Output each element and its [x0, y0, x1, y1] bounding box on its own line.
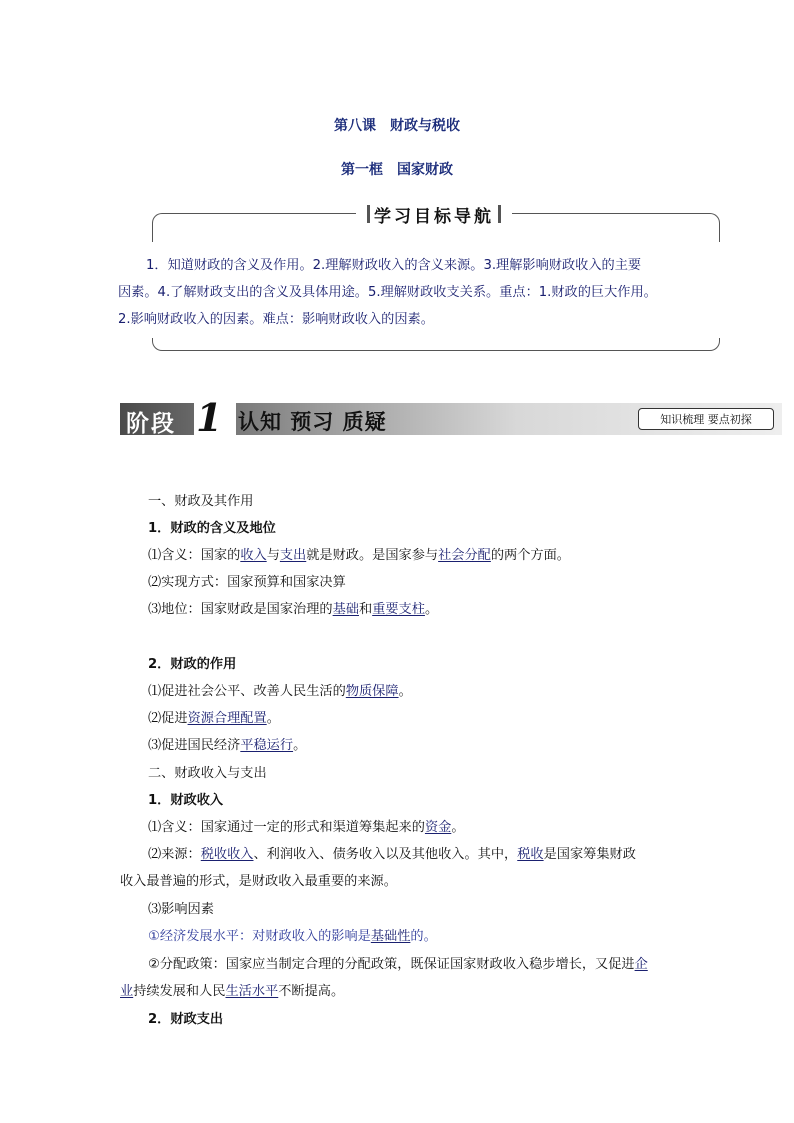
blank-foundation: 基础	[332, 602, 359, 617]
header-bar-left	[367, 205, 370, 223]
blank-funds: 资金	[424, 820, 452, 835]
blank-social-distribution: 社会分配	[438, 548, 491, 563]
line-income-meaning: ⑴含义：国家通过一定的形式和渠道筹集起来的资金。	[148, 820, 465, 835]
blank-tax: 税收	[517, 847, 544, 862]
subheading-finance-meaning: 1．财政的含义及地位	[148, 521, 276, 536]
line-role-2: ⑵促进资源合理配置。	[148, 711, 280, 726]
heading-income-expenditure: 二、财政收入与支出	[148, 766, 267, 781]
section-title: 第一框 国家财政	[341, 162, 453, 178]
objectives-line-3: 2.影响财政收入的因素。难点：影响财政收入的因素。	[118, 312, 434, 327]
heading-finance-and-role: 一、财政及其作用	[148, 494, 254, 509]
line-factor-policy: ②分配政策：国家应当制定合理的分配政策，既保证国家财政收入稳步增长，又促进企	[148, 957, 648, 972]
objectives-line-2: 因素。4.了解财政支出的含义及具体用途。5.理解财政收支关系。重点：1.财政的巨大作用。	[118, 285, 657, 300]
line-meaning: ⑴含义：国家的收入与支出就是财政。是国家参与社会分配的两个方面。	[148, 548, 570, 563]
subheading-fiscal-income: 1．财政收入	[148, 793, 224, 808]
stage-banner	[120, 395, 782, 440]
line-factor-economy: ①经济发展水平：对财政收入的影响是基础性的。	[148, 929, 437, 944]
line-implementation: ⑵实现方式：国家预算和国家决算	[148, 575, 346, 590]
blank-expenditure: 支出	[279, 548, 307, 563]
objectives-header	[356, 200, 512, 228]
blank-important-pillar: 重要支柱	[372, 602, 425, 617]
line-influencing-factors: ⑶影响因素	[148, 902, 214, 917]
objectives-box-bottom	[152, 338, 720, 351]
stage-title: 认知 预习 质疑	[238, 409, 387, 434]
line-status: ⑶地位：国家财政是国家治理的基础和重要支柱。	[148, 602, 439, 617]
stage-tag: 知识梳理 要点初探	[638, 408, 774, 430]
blank-fundamental: 基础性	[370, 929, 411, 944]
line-income-source-cont: 收入最普遍的形式，是财政收入最重要的来源。	[120, 874, 397, 889]
line-role-1: ⑴促进社会公平、改善人民生活的物质保障。	[148, 684, 412, 699]
line-role-3: ⑶促进国民经济平稳运行。	[148, 738, 307, 753]
blank-stable-operation: 平稳运行	[240, 738, 294, 753]
stage-number: 1	[196, 395, 223, 440]
header-bar-right	[498, 205, 501, 223]
blank-living-standard: 生活水平	[225, 984, 279, 999]
blank-tax-revenue: 税收收入	[200, 847, 254, 862]
blank-enterprise-1: 企	[634, 957, 648, 972]
line-factor-policy-cont: 业持续发展和人民生活水平不断提高。	[120, 984, 345, 999]
line-income-source: ⑵来源：税收收入、利润收入、债务收入以及其他收入。其中，税收是国家筹集财政	[148, 847, 636, 862]
objectives-text	[118, 252, 692, 333]
objectives-line-1: 1．知道财政的含义及作用。2.理解财政收入的含义来源。3.理解影响财政收入的主要	[146, 258, 642, 273]
stage-label: 阶段	[126, 410, 176, 437]
subheading-finance-role: 2．财政的作用	[148, 657, 237, 672]
blank-material-guarantee: 物质保障	[345, 684, 399, 699]
blank-income: 收入	[240, 548, 267, 563]
objectives-header-label: 学习目标导航	[374, 206, 494, 227]
blank-enterprise-2: 业	[120, 984, 134, 999]
blank-resource-allocation: 资源合理配置	[187, 711, 267, 726]
subheading-fiscal-expenditure: 2．财政支出	[148, 1012, 224, 1027]
lesson-title: 第八课 财政与税收	[334, 118, 460, 134]
